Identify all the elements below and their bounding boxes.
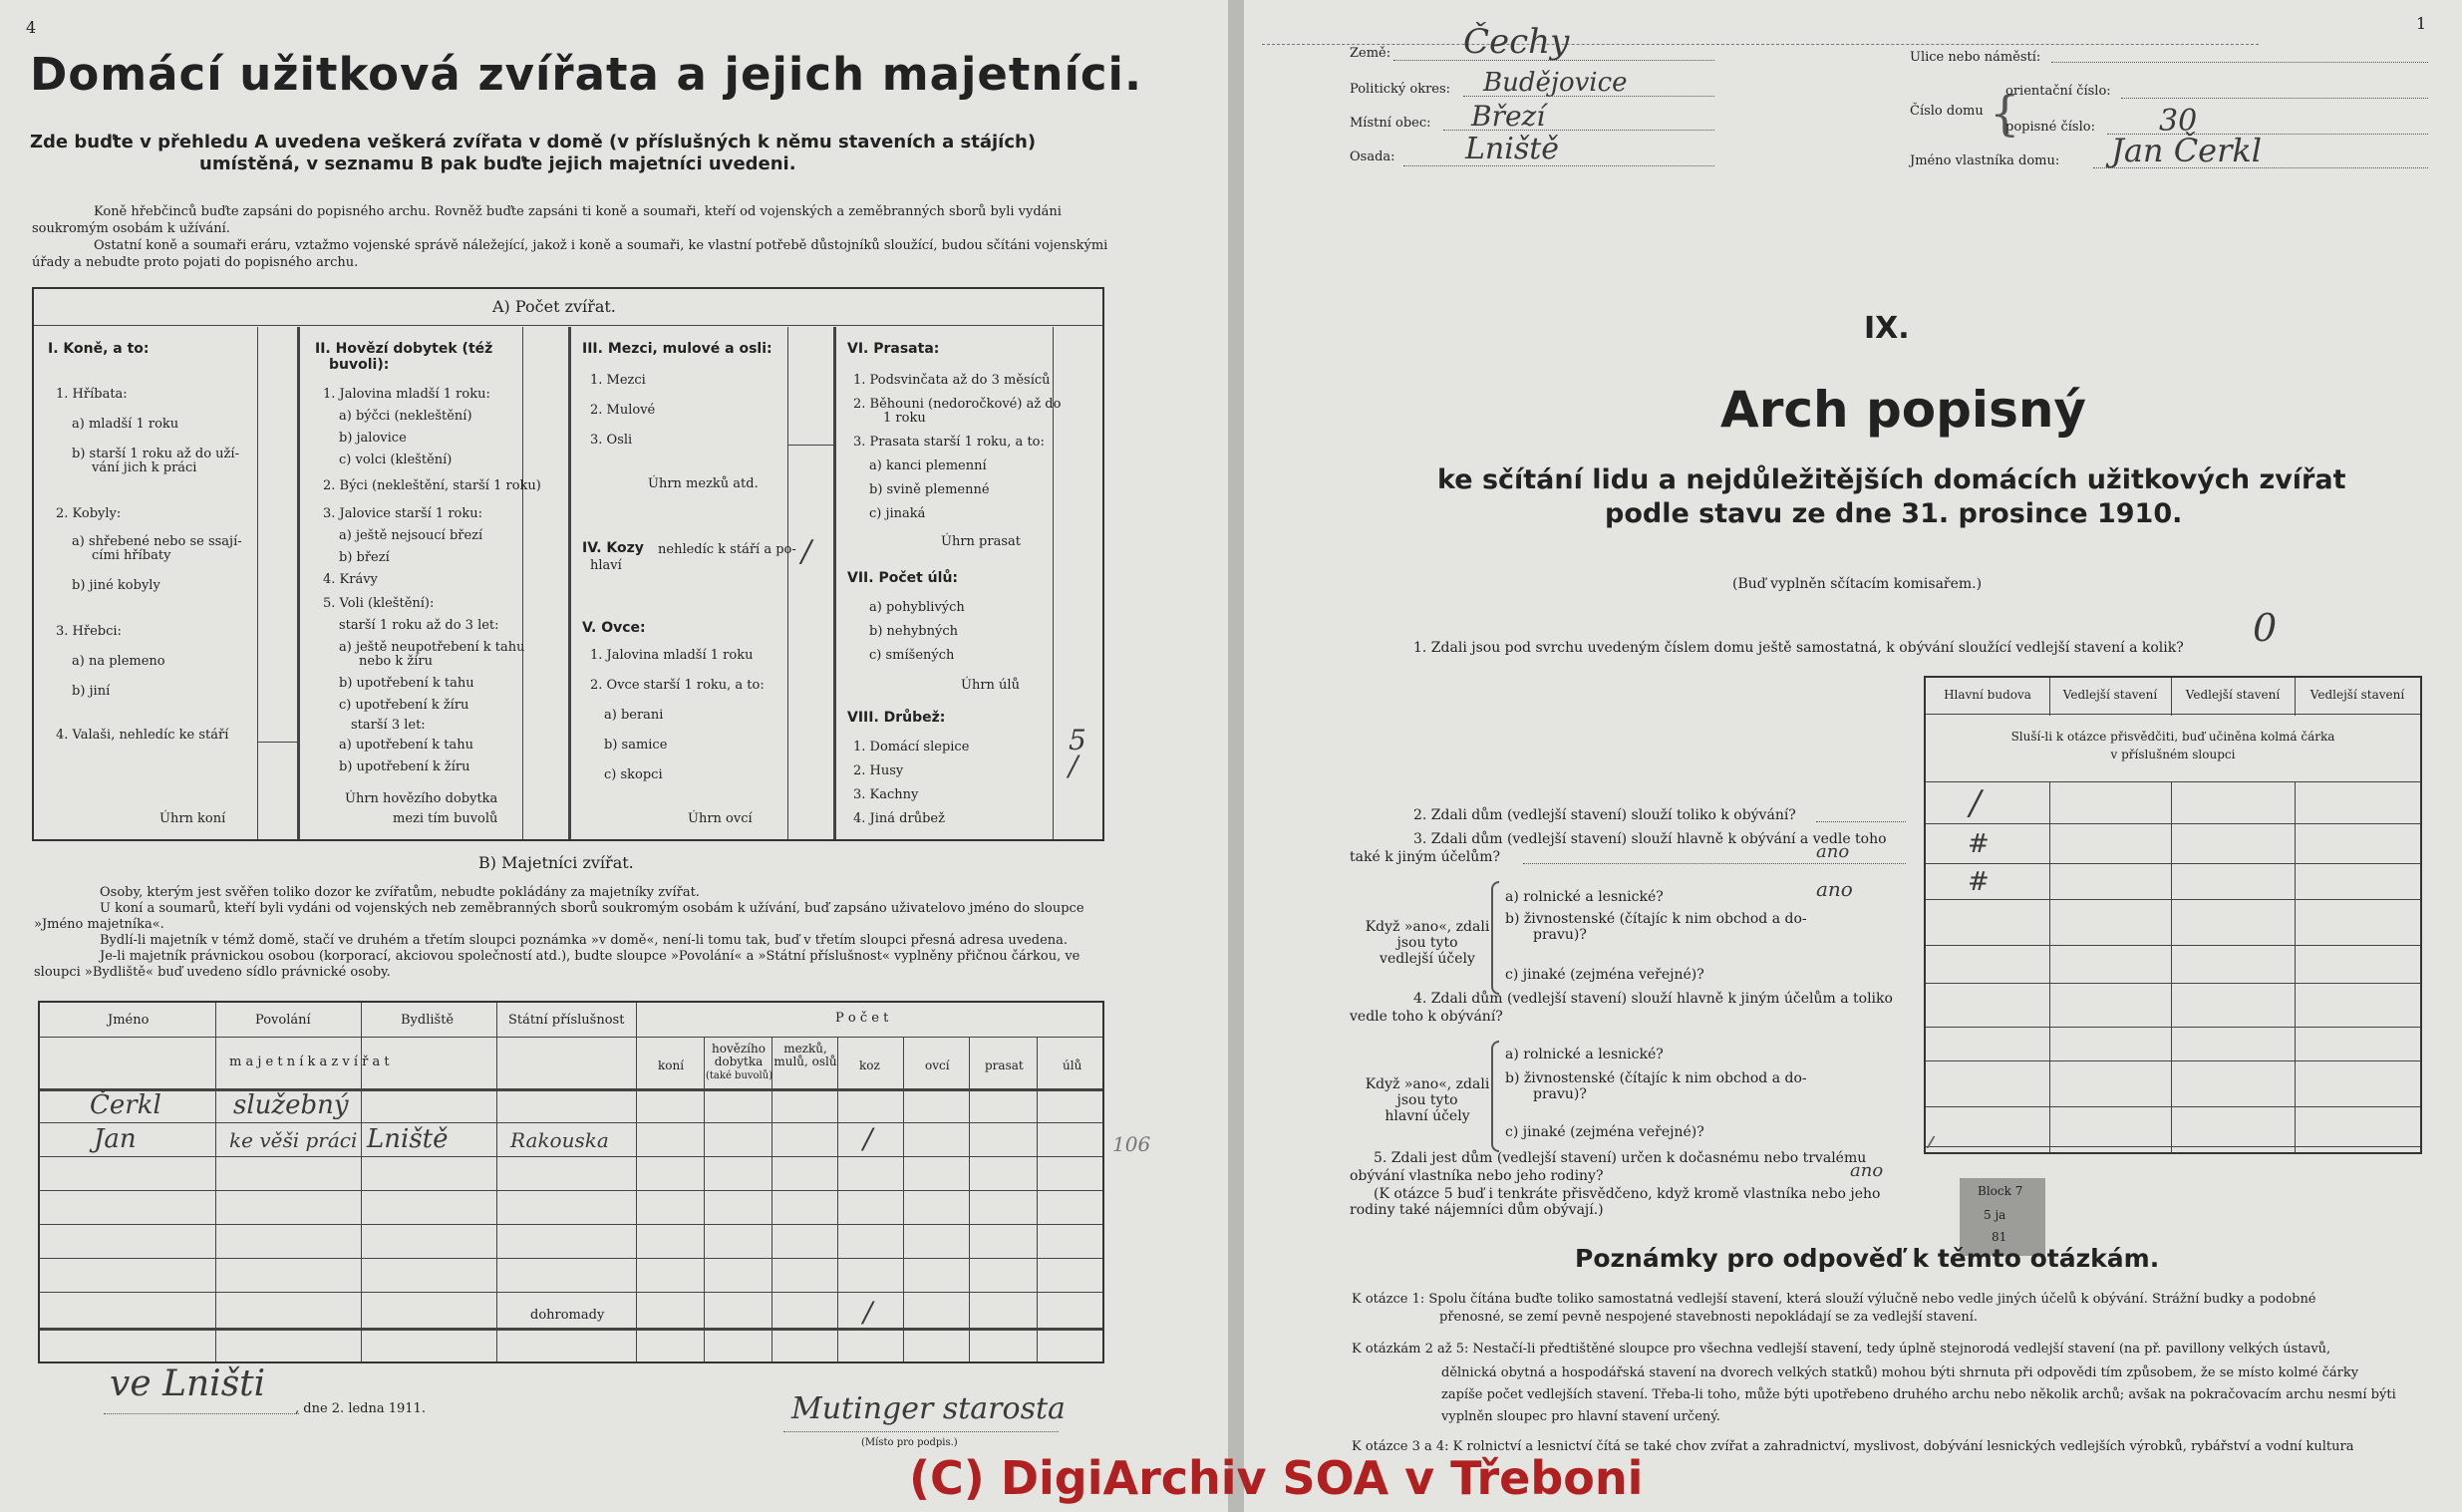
mules-header: III. Mezci, mulové a osli: [582,341,772,357]
col2-item: b) jalovice [339,431,407,446]
condition-2b: hlavní účely [1385,1108,1470,1124]
q3-option-b2: pravu)? [1533,927,1587,943]
col-header-count: P o č e t [835,1011,889,1026]
col2-item: 5. Voli (kleštění): [323,596,435,611]
intro-paragraph-2: Ostatní koně a soumaři eráru, vztažmo vojenské správě náležející, jakož i koně a soumaři, ke vlastní potřebě důstojníků sloužící, budou sčítáni vojenskými úřady a nebudte proto pojati do popisného archu. [32,238,1108,270]
col3-item: 3. Osli [590,433,633,448]
margin-note: 106 [1112,1132,1151,1156]
col4-item: 2. Běhouni (nedoročkové) až do [853,397,1062,412]
archive-watermark: (C) DigiArchiv SOA v Třeboni [909,1451,1644,1505]
count-col-hives: úlů [1063,1058,1082,1072]
date-text: , dne 2. ledna 1911. [295,1401,426,1416]
question-3-answer: ano [1816,841,1850,862]
right-page: 1 Země: Čechy Politický okres: Budějovice Místní obec: Březí Osada: Lniště Ulice nebo náměstí: Číslo domu { orientační číslo: popisné číslo: 30 Jméno vlastníka domu: Jan Čerkl IX. Arch popisný ke sčítání lidu a nejdůležitějších domácích užitkových zvířat podle stavu ze dne 31. prosince 1910. (Buď vyplněn sčítacím komisařem.) 1. Zdali jsou pod svrchu uvedeným číslem domu ještě samostatná, k obývání sloužící vedlejší stavení a kolik? 0 Hlavní budova Vedlejší stavení Vedlejší stavení Vedlejší stavení Sluší-li k otázce přisvědčiti, buď učiněna kolmá čárka v příslušném sloupci / # # 2. Zdali dům (vedlejší stavení) slouží toliko k obývání? 3. Zdali dům (vedlejší stavení) slouží hlavně k obývání a vedle toho také k jiným účelům? ano Když »ano«, zdali jsou tyto vedlejší účely a) rolnické a lesnické? ano b) živnostenské (čítajíc k nim obchod a do- pravu)? c) jinaké (zejména veřejné)? 4. Zdali dům (vedlejší stavení) slouží hlavně k jiným účelům a toliko vedle toho k obývání? Když »ano«, zdali jsou tyto hlavní účely a) rolnické a lesnické? b) živnostenské (čítajíc k nim obchod a do- pravu)? c) jinaké (zejména veřejné)? 5. Zdali jest dům (vedlejší stavení) určen k dočasnému nebo trvalému obývání vlastníka nebo jeho rodiny? ano (K otázce 5 buď i tenkráte přisvědčeno, když kromě vlastníka nebo jeho rodiny také nájemníci dům obývají.) Block 7 5 ja 81 Poznámky pro odpověď k těmto otázkám. K otázce 1: Spolu čítána buďte toliko samostatná vedlejší stavení, která slouží výlučně nebo vedle jiných účelů k obývání. Strážní budky a podobné přenosné, se zemí pevně nespojené stavebnosti nepokládají se za vedlejší stavení. K otázkám 2 až 5: Nestačí-li předtištěné sloupce pro všechna vedlejší stavení, tedy úplně stejnorodá vedlejší stavení (na př. pavillony velkých ústavů, dělnická obytná a hospodářská stavení na dvorech velkých statků) mohou býti shrnuta při odpovědi tím způsobem, že se místo kolmé čárky zapíše počet vedlejších stavení. Třeba-li toho, může býti upotřebeno druhého archu nebo několik archů; avšak na pokračovacím archu nesmí býti vyplněn sloupec pro hlavní stavení určený. K otázce 3 a 4: K rolnictví a lesnictví čítá se také chov zvířat a zahradnictví, myslivost, dobývání lesnických vedlejších výrobků, rybářství a vodní kultura [1244,0,2462,1512]
total-label: dohromady [530,1308,605,1323]
goats-text-2: hlaví [590,558,622,573]
note-2c: zapíše počet vedlejších stavení. Třeba-li toho, může býti upotřebeno druhého archu nebo několik archů; avšak na pokračovacím archu nesmí býti [1441,1387,2396,1402]
grid-header-main: Hlavní budova [1944,688,2031,702]
col2-item: b) upotřebení k tahu [339,676,474,691]
descriptive-number-value: 30 [2159,104,2198,139]
question-5a: 5. Zdali jest dům (vedlejší stavení) určen k dočasnému nebo trvalému [1374,1150,1867,1166]
col1-item: 2. Kobyly: [56,506,122,521]
stamp-line-1: Block 7 [1978,1184,2023,1198]
cattle-header-2: buvoli): [329,357,390,373]
note-1a: K otázce 1: Spolu čítána buďte toliko samostatná vedlejší stavení, která slouží výlučně nebo vedle jiných účelů k obývání. Strážní budky a podobné [1352,1292,2316,1307]
hives-header: VII. Počet úlů: [847,570,959,586]
stamp-line-3: 81 [1992,1230,2007,1244]
col4-hive-item: c) smíšených [869,648,955,663]
subtitle-line1: Zde buďte v přehledu A uvedena veškerá zvířata v domě (v příslušných k němu staveních a stájích) [30,132,1037,152]
owner-residence: Lniště [367,1124,449,1154]
subtitle-line2: umístěná, v seznamu B pak buďte jejich majetníci uvedeni. [199,153,796,174]
horses-header: I. Koně, a to: [48,341,150,357]
col2-item: starší 3 let: [351,718,426,733]
question-5-note-1: (K otázce 5 buď i tenkráte přisvědčeno, když kromě vlastníka nebo jeho [1374,1186,1881,1202]
total-goats: / [863,1296,873,1329]
count-col-horses: koní [658,1058,685,1072]
place-of-writing: ve Lništi [110,1363,266,1404]
col1-item: a) shřebené nebo se ssají- [72,534,242,549]
col1-item: 3. Hřebci: [56,624,122,639]
hives-total-label: Úhrn úlů [961,678,1020,693]
house-number-label: Číslo domu [1910,104,1984,119]
col1-item: b) jiné kobyly [72,578,160,593]
section-b-text-1: Osoby, kterým jest svěřen toliko dozor ke zvířatům, nebudte pokládány za majetníky zvířat. [100,885,700,900]
col1-item: a) na plemeno [72,654,165,669]
col4-poultry-item: 2. Husy [853,763,904,778]
question-4a: 4. Zdali dům (vedlejší stavení) slouží hlavně k jiným účelům a toliko [1413,991,1893,1007]
q3-option-a: a) rolnické a lesnické? [1505,889,1664,905]
street-label: Ulice nebo náměstí: [1910,50,2041,65]
page-number: 4 [26,18,37,37]
owner-value: Jan Čerkl [2111,132,2263,169]
sheep-header: V. Ovce: [582,620,646,636]
col4-hive-item: b) nehybných [869,624,959,639]
grid-header-side-2: Vedlejší stavení [2185,688,2281,702]
q4-option-b2: pravu)? [1533,1086,1587,1102]
col-header-name: Jméno [108,1013,150,1028]
signature-caption: (Místo pro podpis.) [861,1437,958,1448]
goats-text: nehledíc k stáří a po- [658,542,796,557]
col4-item: c) jinaká [869,506,926,521]
count-col-mules: mezků, mulů, oslů [773,1042,837,1068]
owner-goats: / [863,1122,873,1155]
col3-sheep-item: 2. Ovce starší 1 roku, a to: [590,678,765,693]
geese-count: / [1069,750,1078,782]
col3-sheep-item: a) berani [604,708,664,723]
orientation-number-label: orientační číslo: [2005,84,2111,99]
col4-poultry-item: 3. Kachny [853,787,919,802]
owner-surname: Čerkl [90,1090,161,1120]
q3-option-a-answer: ano [1816,877,1853,901]
col2-item: 1. Jalovina mladší 1 roku: [323,387,490,402]
question-5-answer: ano [1850,1160,1884,1181]
horses-total-label: Úhrn koní [159,811,226,826]
col2-item: b) upotřebení k žíru [339,759,470,774]
owner-label: Jméno vlastníka domu: [1910,153,2060,168]
col4-item: 1 roku [883,411,926,426]
col2-item: c) volci (kleštění) [339,453,453,467]
col4-poultry-item: 1. Domácí slepice [853,740,970,755]
question-3a: 3. Zdali dům (vedlejší stavení) slouží hlavně k obývání a vedle toho [1413,831,1887,847]
col3-item: 2. Mulové [590,403,656,418]
sheep-total-label: Úhrn ovcí [688,811,753,826]
owner-occupation-2: ke věši práci [229,1128,358,1152]
question-2: 2. Zdali dům (vedlejší stavení) slouží toliko k obývání? [1413,807,1796,823]
col4-item: 3. Prasata starší 1 roku, a to: [853,435,1045,450]
page-number: 1 [2416,14,2427,33]
grid-note-2: v příslušném sloupci [2110,748,2236,761]
col2-item: b) březí [339,550,390,565]
count-col-sheep: ovcí [925,1058,950,1072]
col-header-residence: Bydliště [401,1013,455,1028]
col4-poultry-item: 4. Jiná drůbež [853,811,945,826]
section-b-title: B) Majetníci zvířat. [478,853,634,872]
col2-item: a) býčci (nekleštění) [339,409,472,424]
q4-option-c: c) jinaké (zejména veřejné)? [1505,1124,1704,1140]
section-b-text-2: U koní a soumarů, kteří byli vydáni od vojenských neb zeměbranných sborů soukromým osobám k užívání, buď zapsáno uživatelovo jméno do sloupce »Jméno majetníka«. [34,901,1084,932]
col4-hive-item: a) pohyblivých [869,600,965,615]
q4-option-a: a) rolnické a lesnické? [1505,1047,1664,1062]
question-3b: také k jiným účelům? [1350,849,1501,865]
note-1b: přenosné, se zemí pevně nespojené stavebnosti nepokládají se za vedlejší stavení. [1439,1310,1979,1325]
col1-item: b) jiní [72,684,111,699]
country-label: Země: [1350,46,1391,61]
note-2a: K otázkám 2 až 5: Nestačí-li předtištěné sloupce pro všechna vedlejší stavení, tedy úplně stejnorodá vedlejší stavení (na př. pavillony velkých ústavů, [1352,1342,2331,1357]
fill-note: (Buď vyplněn sčítacím komisařem.) [1732,576,1983,592]
note-3: K otázce 3 a 4: K rolnictví a lesnictví čítá se také chov zvířat a zahradnictví, myslivost, dobývání lesnických vedlejších výrobků, rybářství a vodní kultura [1352,1439,2354,1454]
col2-item: a) upotřebení k tahu [339,738,474,753]
col4-item: a) kanci plemenní [869,458,987,473]
note-2d: vyplněn sloupec pro hlavní stavení určený. [1441,1409,1721,1424]
question-4b: vedle toho k obývání? [1350,1009,1503,1025]
notes-title: Poznámky pro odpověď k těmto otázkám. [1575,1244,2160,1273]
pigs-total-label: Úhrn prasat [941,534,1021,549]
col2-item: a) ještě neupotřebení k tahu [339,640,525,655]
question-1-answer: 0 [2253,606,2278,650]
section-b-text-3: Bydlí-li majetník v témž domě, stačí ve druhém a třetím sloupci poznámka »v domě«, není-li tomu tak, buď v třetím sloupci přesná adresa uvedena. [100,933,1069,948]
grid-note-1: Sluší-li k otázce přisvědčiti, buď učiněna kolmá čárka [2010,730,2335,744]
subtitle-1: ke sčítání lidu a nejdůležitějších domácích užitkových zvířat [1437,464,2346,495]
col2-item: 4. Krávy [323,572,378,587]
col2-item: nebo k žíru [359,654,433,669]
count-col-pigs: prasat [985,1058,1024,1072]
col3-sheep-item: 1. Jalovina mladší 1 roku [590,648,754,663]
intro-paragraph-1: Koně hřebčinců buďte zapsáni do popisného archu. Rovněž buďte zapsáni ti koně a soumaři, kteří od vojenských a zeměbranných sborů byli vydáni soukromým osobám k užívání. [32,204,1062,236]
col-header-occupation: Povolání [255,1013,311,1028]
country-value: Čechy [1463,22,1570,62]
page-title: Domácí užitková zvířata a jejich majetníci. [30,48,1143,101]
q3-option-c: c) jinaké (zejména veřejné)? [1505,967,1704,983]
question-1: 1. Zdali jsou pod svrchu uvedeným číslem domu ještě samostatná, k obývání sloužící vedlejší stavení a kolik? [1413,640,2184,656]
section-a-title: A) Počet zvířat. [492,297,616,316]
question-5-note-2: rodiny také nájemníci dům obývají.) [1350,1202,1604,1218]
roman-number: IX. [1864,311,1910,346]
owner-occupation-1: služebný [233,1090,349,1120]
owner-firstname: Jan [94,1124,137,1154]
col1-item: cími hříbaty [92,548,171,563]
q3-option-b: b) živnostenské (čítajíc k nim obchod a do- [1505,911,1807,927]
col2-item: 2. Býci (nekleštění, starší 1 roku) [323,478,541,493]
q4-option-b: b) živnostenské (čítajíc k nim obchod a do- [1505,1070,1807,1086]
settlement-value: Lniště [1465,132,1560,166]
main-title: Arch popisný [1720,381,2087,439]
buffalo-total-label: mezi tím buvolů [393,811,498,826]
descriptive-number-label: popisné číslo: [2005,120,2095,135]
grid-header-side-3: Vedlejší stavení [2309,688,2405,702]
signature: Mutinger starosta [791,1391,1066,1426]
mules-total-label: Úhrn mezků atd. [648,476,759,491]
municipality-label: Místní obec: [1350,116,1431,131]
stamp-line-2: 5 ja [1984,1208,2006,1222]
col2-item: a) ještě nejsoucí březí [339,528,483,543]
left-page [0,0,1228,1512]
pigs-header: VI. Prasata: [847,341,940,357]
count-col-cattle-note: (také buvolů) [706,1070,773,1081]
count-col-goats: koz [859,1058,880,1072]
col3-sheep-item: c) skopci [604,767,663,782]
col2-item: c) upotřebení k žíru [339,698,469,713]
section-b-text-4: Je-li majetník právnickou osobou (korporací, akciovou společností atd.), budte sloupce »Povolání« a »Státní příslušnost« vyplněny přičnou čárkou, ve sloupci »Bydliště« buď uvedeno sídlo právnické osoby. [34,949,1080,980]
settlement-label: Osada: [1350,150,1395,164]
district-value: Budějovice [1483,68,1628,98]
condition-1b: vedlejší účely [1380,951,1475,967]
condition-1a: Když »ano«, zdali jsou tyto [1365,919,1490,951]
col1-item: vání jich k práci [92,460,197,475]
col2-item: 3. Jalovice starší 1 roku: [323,506,482,521]
col1-item: 4. Valaši, nehledíc ke stáří [56,728,229,743]
cattle-total-label: Úhrn hovězího dobytka [345,791,498,806]
goats-count: / [801,534,812,569]
note-2b: dělnická obytná a hospodářská stavení na dvorech velkých statků) mohou býti shrnuta při odpovědi tím způsobem, že se místo kolmé čárky [1441,1365,2359,1380]
col4-item: 1. Podsvinčata až do 3 měsíců [853,373,1051,388]
municipality-value: Březí [1471,100,1546,133]
col4-item: b) svině plemenné [869,482,990,497]
col1-item: a) mladší 1 roku [72,417,179,432]
col2-item: starší 1 roku až do 3 let: [339,618,499,633]
question-5b: obývání vlastníka nebo jeho rodiny? [1350,1168,1604,1184]
owner-citizenship: Rakouska [510,1128,609,1152]
col3-sheep-item: b) samice [604,738,668,753]
district-label: Politický okres: [1350,82,1451,97]
subtitle-2: podle stavu ze dne 31. prosince 1910. [1605,498,2183,529]
grid-header-side-1: Vedlejší stavení [2062,688,2158,702]
col-header-citizenship: Státní příslušnost [508,1013,625,1028]
cattle-header: II. Hovězí dobytek (též [315,341,493,357]
col1-item: 1. Hříbata: [56,387,128,402]
col3-item: 1. Mezci [590,373,646,388]
condition-2a: Když »ano«, zdali jsou tyto [1365,1076,1490,1108]
count-col-cattle: hovězího dobytka [712,1042,766,1068]
owner-subheader: m a j e t n í k a z v í ř a t [229,1055,390,1069]
poultry-header: VIII. Drůbež: [847,710,946,726]
hens-count: 5 [1069,724,1086,756]
col1-item: b) starší 1 roku až do uží- [72,447,239,461]
goats-header: IV. Kozy [582,540,644,556]
